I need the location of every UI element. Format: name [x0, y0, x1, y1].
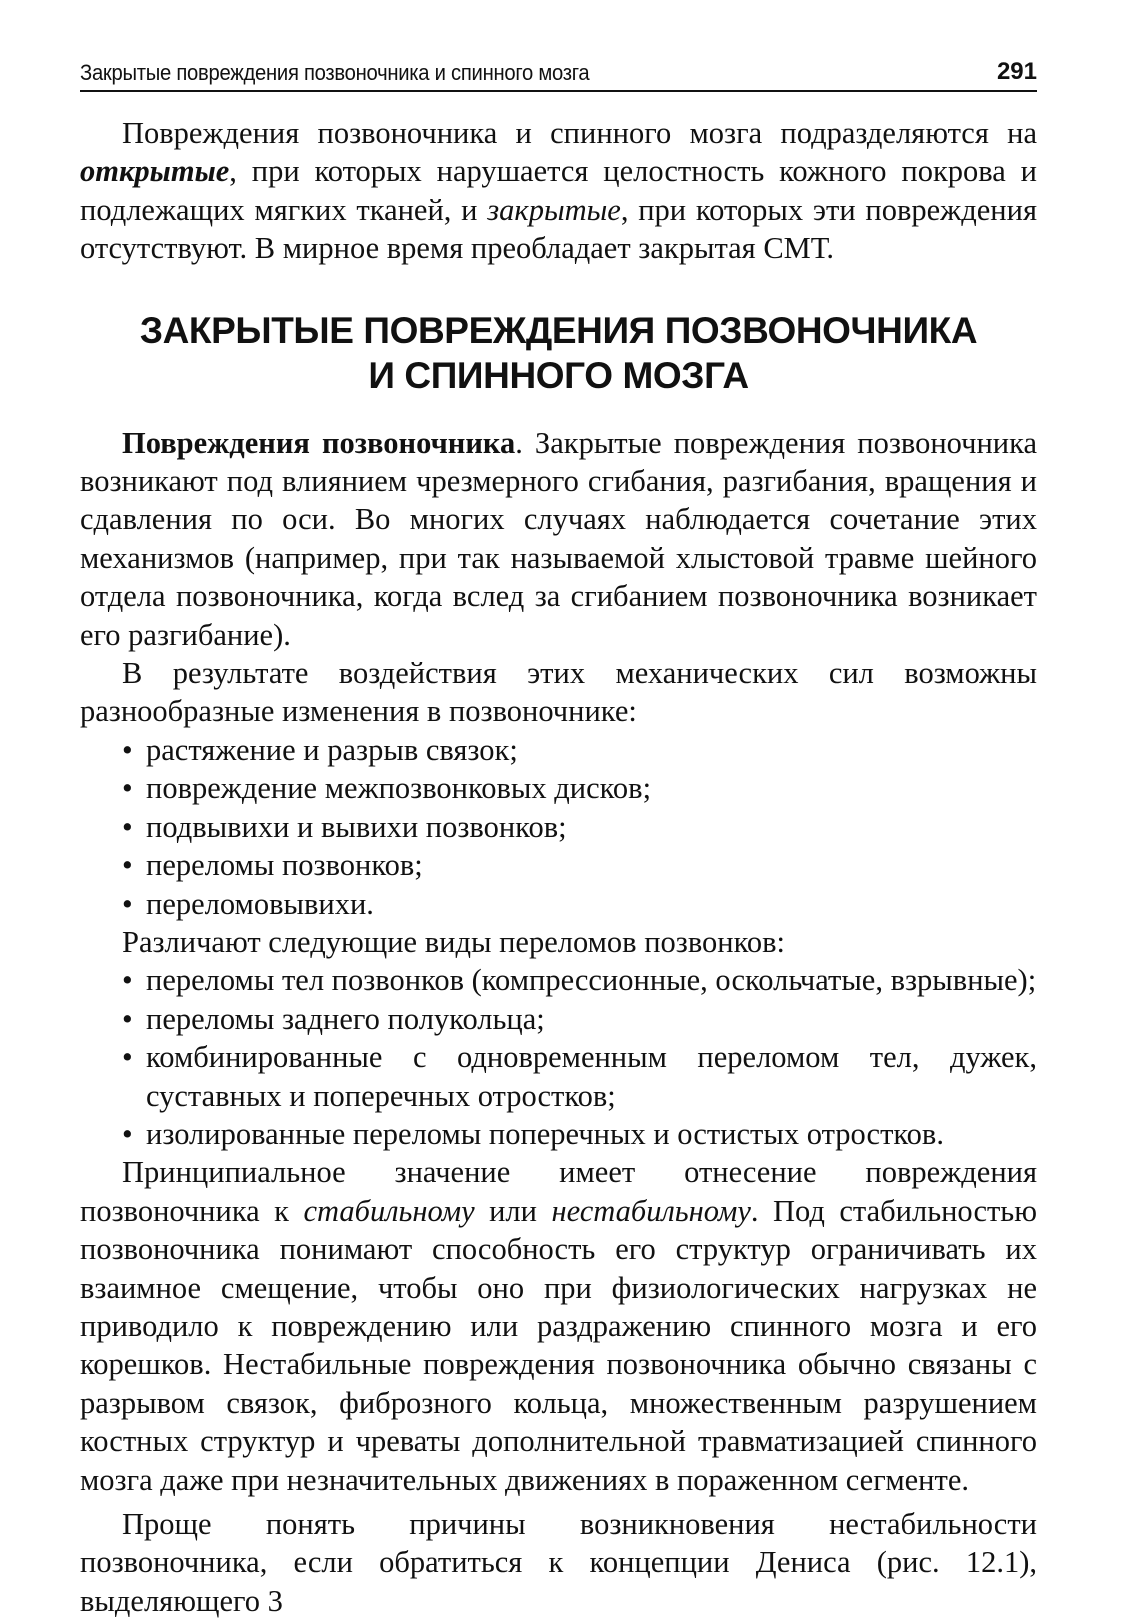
- list-item: • переломы позвонков;: [122, 846, 1037, 884]
- term-closed: закрытые: [487, 192, 621, 227]
- changes-list: [80, 731, 1037, 923]
- list-item: • переломы заднего полукольца;: [122, 1000, 1037, 1038]
- list-item: • повреждение межпозвонковых дисков;: [122, 769, 1037, 807]
- term-unstable: нестабильному: [551, 1193, 751, 1228]
- section-heading-line2: И СПИННОГО МОЗГА: [368, 354, 749, 396]
- page-number: 291: [996, 58, 1037, 85]
- paragraph-fracture-types: Различают следующие виды переломов позвонков:: [122, 924, 785, 959]
- running-header: [80, 58, 1037, 92]
- list-item: • подвывихи и вывихи позвонков;: [122, 808, 1037, 846]
- section-heading: [80, 308, 1037, 398]
- paragraph-stability: Принципиальное значение имеет отнесение повреждения позвоночника к стабильному или нестабильному. Под стабильностью позвоночника понимают способность его структур ограничивать их взаимное смещение, чтобы оно при физиологических нагрузках не приводило к повреждению или раздражению спинного мозга и его корешков. Нестабильные повреждения позвоночника обычно связаны с разрывом связок, фиброзного кольца, множественным разрушением костных структур и чреваты дополнительной травматизацией спинного мозга даже при незначительных движениях в пораженном сегменте.: [80, 1155, 1038, 1497]
- paragraph-denis-concept: Проще понять причины возникновения нестабильности позвоночника, если обратиться к концепции Дениса (рис. 12.1), выделяющего 3: [80, 1507, 1037, 1618]
- term-open: открытые: [80, 154, 230, 189]
- paragraph-lead: Повреждения позвоночника: [122, 425, 516, 460]
- paragraph-spine-injuries: Повреждения позвоночника. Закрытые повреждения позвоночника возникают под влиянием чрезмерного сгибания, разгибания, вращения и сдавления по оси. Во многих случаях наблюдается сочетание этих механизмов (например, при так называемой хлыстовой травме шейного отдела позвоночника, когда вслед за сгибанием позвоночника возникает его разгибание).: [80, 425, 1037, 652]
- list-item: • переломы тел позвонков (компрессионные, оскольчатые, взрывные);: [122, 961, 1037, 999]
- fracture-types-list: [80, 961, 1037, 1153]
- list-item: • растяжение и разрыв связок;: [122, 731, 1037, 769]
- paragraph-changes-intro: В результате воздействия этих механических сил возможны разнообразные изменения в позвоночнике:: [80, 656, 1037, 729]
- term-stable: стабильному: [303, 1193, 475, 1228]
- page-body: [80, 114, 1037, 1620]
- list-item: • комбинированные с одновременным переломом тел, дужек, суставных и поперечных отростков;: [122, 1038, 1037, 1115]
- intro-paragraph: Повреждения позвоночника и спинного мозга подразделяются на открытые, при которых нарушается целостность кожного покрова и подлежащих мягких тканей, и закрытые, при которых эти повреждения отсутствуют. В мирное время преобладает закрытая СМТ.: [80, 116, 1037, 266]
- list-item: • изолированные переломы поперечных и остистых отростков.: [122, 1115, 1037, 1153]
- running-title: Закрытые повреждения позвоночника и спинного мозга: [80, 60, 590, 85]
- list-item: • переломовывихи.: [122, 885, 1037, 923]
- book-page: [80, 58, 1037, 1620]
- section-heading-line1: ЗАКРЫТЫЕ ПОВРЕЖДЕНИЯ ПОЗВОНОЧНИКА: [139, 309, 978, 351]
